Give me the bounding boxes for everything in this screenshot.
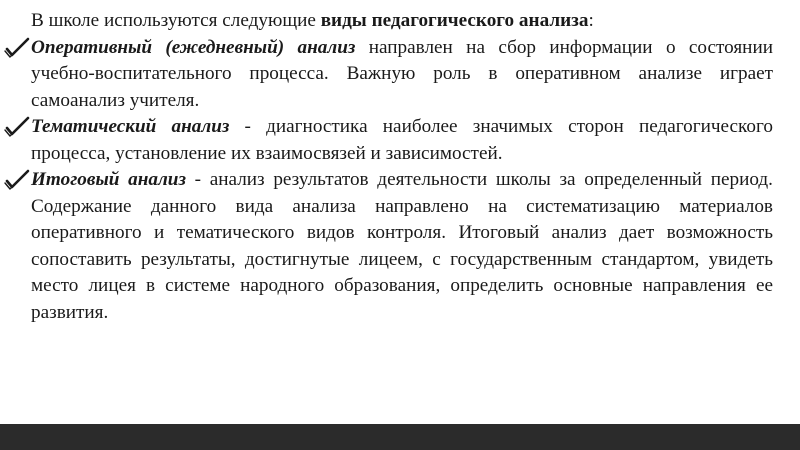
checkmark-icon: [4, 114, 30, 140]
checkmark-icon: [4, 35, 30, 61]
intro-bold-phrase: виды педагогического анализа: [320, 10, 589, 31]
list-item: [31, 114, 773, 167]
slide-content: [31, 8, 773, 326]
intro-suffix: :: [588, 10, 594, 31]
item-term: Итоговый анализ: [31, 169, 186, 190]
item-text: - диагностика наиболее значимых сторон педагогического процесса, установление их взаимосвязей и зависимостей.: [31, 116, 773, 164]
intro-text: В школе используются следующие: [31, 10, 321, 31]
intro-paragraph: [31, 8, 773, 35]
item-text: направлен на сбор информации о состоянии учебно-воспитательного процесса. Важную роль в оперативном анализе играет самоанализ учителя.: [31, 36, 773, 111]
list-item: [31, 167, 773, 326]
item-text: - анализ результатов деятельности школы за определенный период. Содержание данного вида анализа направлено на систематизацию материалов оперативного и тематического видов контроля. Итоговый анализ дает возможность сопоставить результаты, достигнутые лицеем, с государственным стандартом, увидеть место лицея в системе народного образования, определить основные направления ее развития.: [31, 169, 773, 323]
checkmark-icon: [4, 167, 30, 193]
list-item: [31, 35, 773, 115]
item-term: Тематический анализ: [31, 116, 230, 137]
footer-bar: [0, 424, 800, 450]
item-term: Оперативный (ежедневный) анализ: [31, 36, 356, 58]
